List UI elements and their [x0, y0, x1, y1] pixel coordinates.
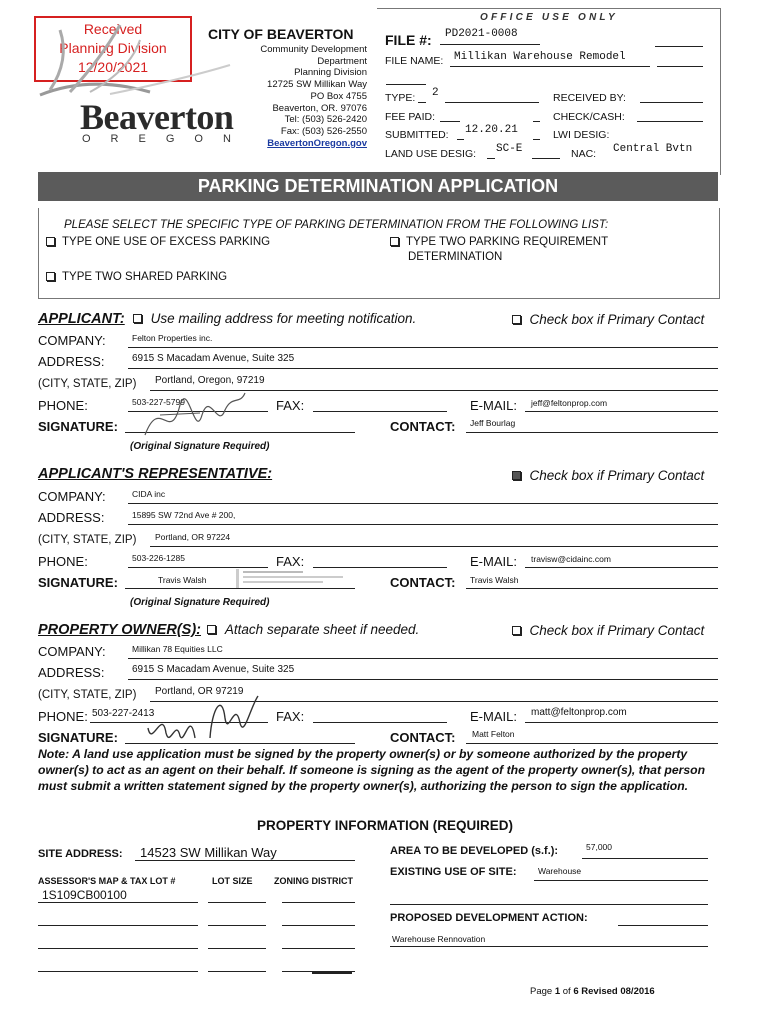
logo-wordmark: Beaverton	[80, 97, 234, 137]
digital-signature-stamp	[236, 569, 349, 589]
type-two-requirement-checkbox[interactable]	[390, 237, 399, 246]
select-instruction: PLEASE SELECT THE SPECIFIC TYPE OF PARKING DETERMINATION FROM THE FOLLOWING LIST:	[64, 219, 609, 231]
owner-city-state-zip[interactable]: Portland, OR 97219	[155, 686, 244, 697]
file-number-value: PD2021-0008	[445, 28, 518, 40]
land-use-label: LAND USE DESIG:	[385, 148, 477, 160]
site-address[interactable]: 14523 SW Millikan Way	[140, 845, 277, 860]
attach-sheet-label: Attach separate sheet if needed.	[224, 622, 420, 637]
applicant-city-state-zip[interactable]: Portland, Oregon, 97219	[155, 375, 265, 386]
representative-city-state-zip[interactable]: Portland, OR 97224	[155, 532, 231, 542]
received-stamp: Received Planning Division 12/20/2021	[34, 16, 192, 82]
fee-paid-label: FEE PAID:	[385, 111, 435, 123]
authorization-note: Note: A land use application must be signed by the property owner(s) or by someone authorized by the property owner(s) to act as an agent on their behalf. If someone is signing as the agent of the property owner(s), that person must submit a written statement signed by the property owner(s), authorizing the person to sign the application.	[38, 747, 706, 793]
applicant-contact[interactable]: Jeff Bourlag	[470, 418, 516, 428]
form-title: PARKING DETERMINATION APPLICATION	[38, 172, 718, 201]
applicant-address[interactable]: 6915 S Macadam Avenue, Suite 325	[132, 353, 295, 364]
mailing-address-checkbox[interactable]	[133, 314, 142, 323]
type-two-requirement-label-2: DETERMINATION	[408, 251, 503, 263]
type-label: TYPE:	[385, 92, 416, 104]
city-website-link[interactable]: BeavertonOregon.gov	[267, 137, 367, 149]
representative-primary-checkbox[interactable]	[512, 471, 521, 480]
received-by-label: RECEIVED BY:	[553, 92, 626, 104]
file-name-value: Millikan Warehouse Remodel	[454, 51, 626, 63]
nac-label: NAC:	[571, 148, 597, 160]
city-title: CITY OF BEAVERTON	[208, 26, 354, 42]
map-tax-lot[interactable]: 1S109CB00100	[42, 888, 127, 902]
owner-address[interactable]: 6915 S Macadam Avenue, Suite 325	[132, 664, 295, 675]
representative-signature[interactable]: Travis Walsh	[158, 575, 207, 585]
file-number-label: FILE #:	[385, 32, 432, 48]
representative-phone[interactable]: 503-226-1285	[132, 553, 185, 563]
lwi-desig-label: LWI DESIG:	[553, 129, 610, 141]
representative-contact[interactable]: Travis Walsh	[470, 575, 519, 585]
check-cash-label: CHECK/CASH:	[553, 111, 625, 123]
owner-phone[interactable]: 503-227-2413	[92, 708, 155, 719]
applicant-email[interactable]: jeff@feltonprop.com	[531, 398, 608, 408]
applicant-primary-checkbox[interactable]	[512, 315, 521, 324]
submitted-label: SUBMITTED:	[385, 129, 449, 141]
property-info-title: PROPERTY INFORMATION (REQUIRED)	[256, 818, 513, 833]
file-name-label: FILE NAME:	[385, 55, 444, 67]
logo-subtitle: OREGON	[82, 133, 251, 145]
applicant-company[interactable]: Felton Properties inc.	[132, 333, 213, 343]
attach-sheet-checkbox[interactable]	[207, 625, 216, 634]
applicant-phone[interactable]: 503-227-5799	[132, 397, 185, 407]
page-footer: Page 1 of 6 Revised 08/2016	[530, 986, 655, 997]
submitted-value: 12.20.21	[465, 124, 518, 136]
owner-signature-graphic	[140, 688, 270, 748]
type-value: 2	[432, 87, 439, 99]
nac-value: Central Bvtn	[613, 143, 693, 155]
representative-address[interactable]: 15895 SW 72nd Ave # 200,	[132, 510, 236, 520]
city-address: Community Development Department Planning Division 12725 SW Millikan Way PO Box 4755 Beaverton, OR. 97076 Tel: (503) 526-2420 Fax: (503) 526-2550 BeavertonOregon.gov	[210, 44, 367, 149]
type-one-checkbox[interactable]	[46, 237, 55, 246]
existing-use[interactable]: Warehouse	[538, 866, 582, 876]
type-two-requirement-label: TYPE TWO PARKING REQUIREMENT	[406, 236, 609, 248]
owner-company[interactable]: Millikan 78 Equities LLC	[132, 644, 223, 654]
applicant-title: APPLICANT:	[38, 311, 125, 327]
owner-email[interactable]: matt@feltonprop.com	[531, 707, 627, 718]
land-use-value: SC-E	[496, 143, 523, 155]
type-two-shared-label: TYPE TWO SHARED PARKING	[62, 271, 228, 283]
type-two-shared-checkbox[interactable]	[46, 272, 55, 281]
representative-email[interactable]: travisw@cidainc.com	[531, 554, 611, 564]
representative-company[interactable]: CIDA inc	[132, 489, 166, 499]
type-one-label: TYPE ONE USE OF EXCESS PARKING	[62, 236, 271, 248]
proposed-action[interactable]: Warehouse Rennovation	[392, 934, 486, 944]
area-to-develop[interactable]: 57,000	[586, 842, 612, 852]
owner-title: PROPERTY OWNER(S):	[38, 622, 202, 638]
mailing-address-label: Use mailing address for meeting notification.	[150, 311, 417, 326]
office-use-header: OFFICE USE ONLY	[480, 12, 618, 23]
owner-contact[interactable]: Matt Felton	[472, 729, 515, 739]
owner-primary-checkbox[interactable]	[512, 626, 521, 635]
representative-title: APPLICANT'S REPRESENTATIVE:	[38, 466, 273, 482]
